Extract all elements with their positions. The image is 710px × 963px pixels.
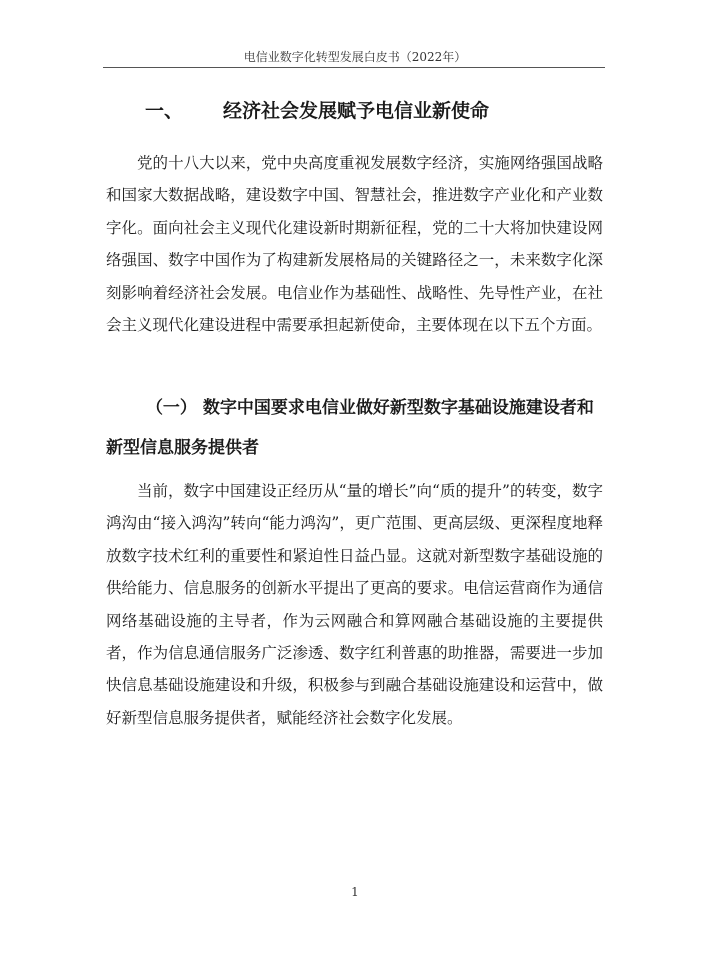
section-title: 经济社会发展赋予电信业新使命 bbox=[223, 100, 490, 122]
page-number: 1 bbox=[351, 885, 359, 899]
header-divider bbox=[103, 67, 605, 68]
subsection-paragraph: 当前，数字中国建设正经历从“量的增长”向“质的提升”的转变，数字鸿沟由“接入鸿沟”转向“能力鸿沟”，更广范围、更高层级、更深程度地释放数字技术红利的重要性和紧迫性日益凸显。这就对新型数字基础设施的供给能力、信息服务的创新水平提出了更高的要求。电信运营商作为通信网络基础设施的主导者，作为云网融合和算网融合基础设施的主要提供者，作为信息通信服务广泛渗透、数字红利普惠的助推器，需要进一步加快信息基础设施建设和升级，积极参与到融合基础设施建设和运营中，做好新型信息服务提供者，赋能经济社会数字化发展。 bbox=[106, 482, 603, 727]
section-number: 一、 bbox=[145, 100, 184, 122]
running-header: 电信业数字化转型发展白皮书（2022年） bbox=[243, 50, 467, 64]
section-heading bbox=[145, 97, 605, 125]
intro-paragraph: 党的十八大以来，党中央高度重视发展数字经济，实施网络强国战略和国家大数据战略，建设数字中国、智慧社会，推进数字产业化和产业数字化。面向社会主义现代化建设新时期新征程，党的二十大将加快建设网络强国、数字中国作为了构建新发展格局的关键路径之一，未来数字化深刻影响着经济社会发展。电信业作为基础性、战略性、先导性产业，在社会主义现代化建设进程中需要承担起新使命，主要体现在以下五个方面。 bbox=[106, 154, 603, 335]
subsection-heading: （一） 数字中国要求电信业做好新型数字基础设施建设者和新型信息服务提供者 bbox=[106, 398, 594, 458]
